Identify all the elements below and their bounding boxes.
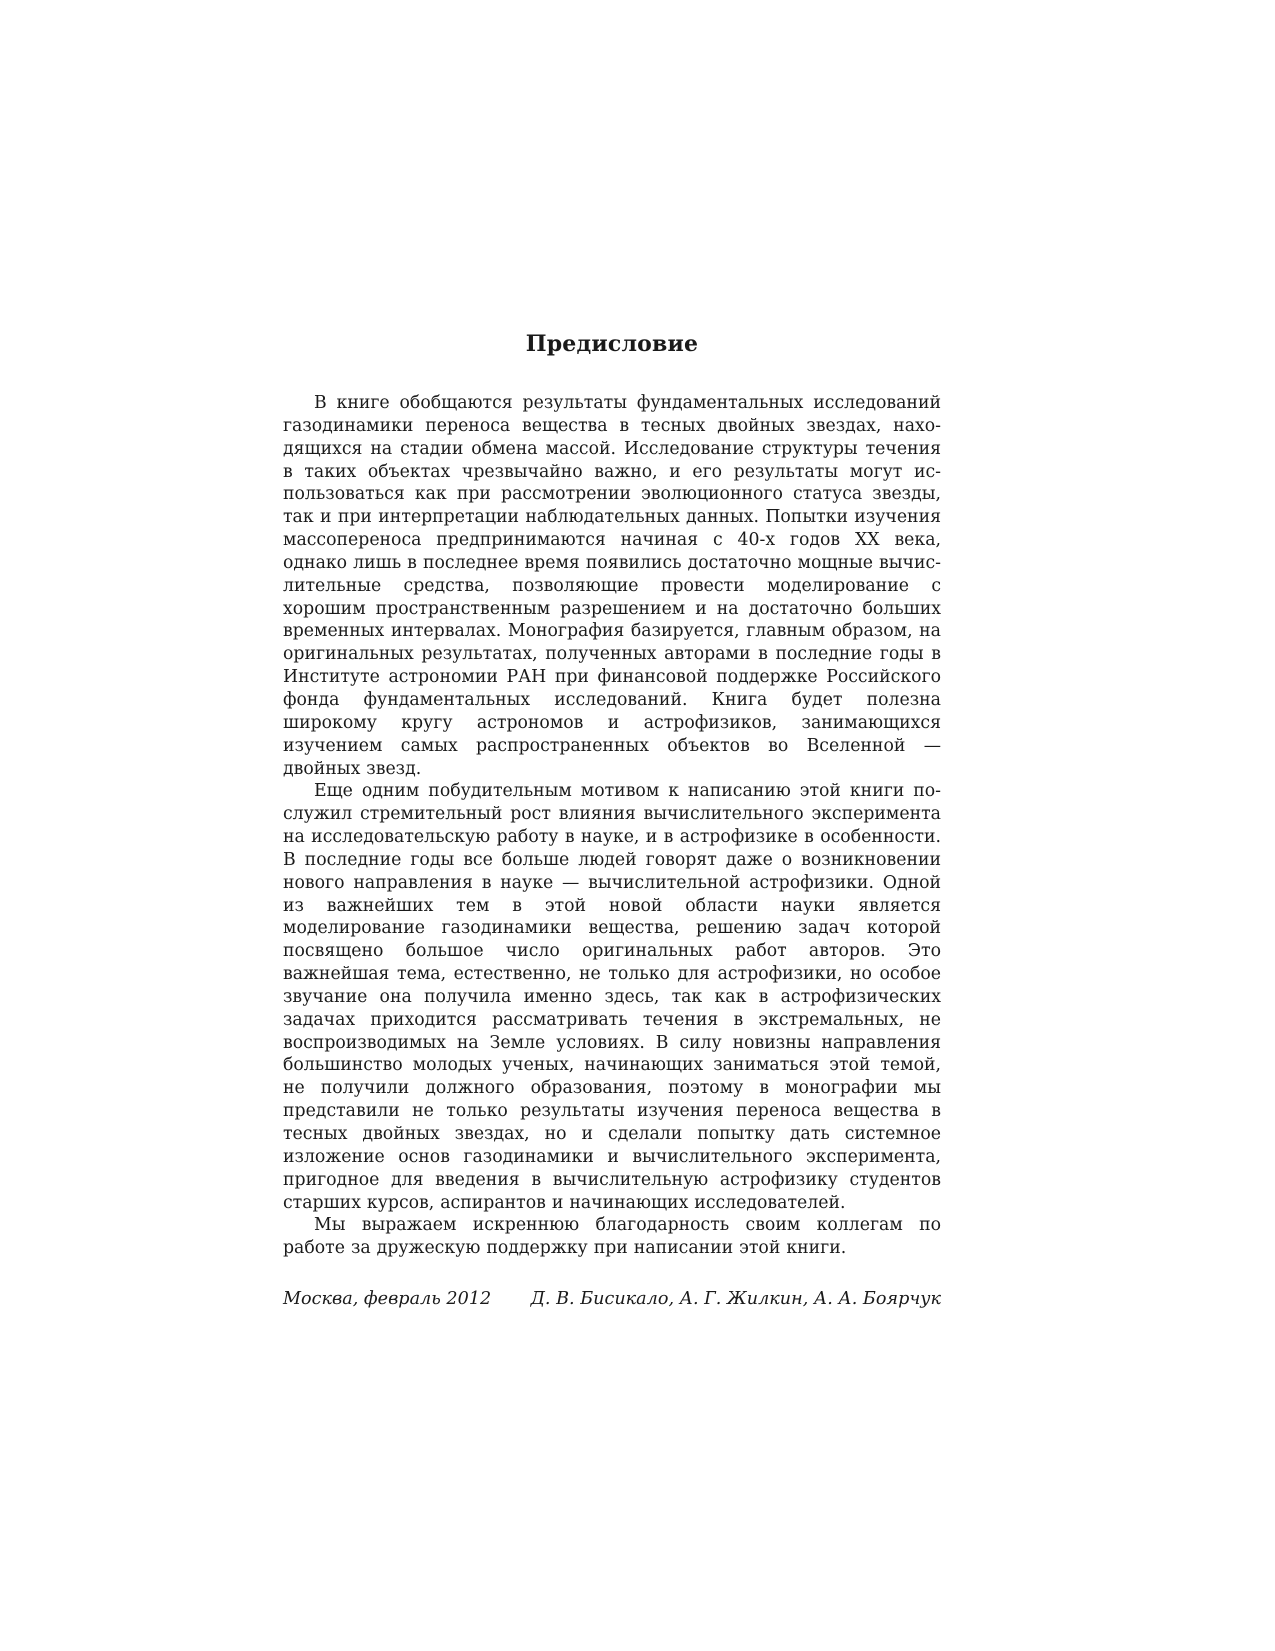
authors: Д. В. Бисикало, А. Г. Жилкин, А. А. Боярчук [530, 1289, 941, 1309]
page-title: Предисловие [525, 331, 699, 357]
paragraph-2: Еще одним побудительным мотивом к написанию этой книги послужил стремительный рост влияния вычислительного эксперимента на исследовательскую работу в науке, и в астрофизике в особенности. В последние годы все больше людей говорят даже о возникновении нового направления в науке — вычислительной астрофизики. Одной из важнейших тем в этой новой области науки является моделирование газодинамики вещества, решению задач которой посвящено большое число оригинальных работ авторов. Это важнейшая тема, естественно, не только для астрофизики, но особое звучание она получила именно здесь, так как в астрофизических задачах приходится рассматривать течения в экстремальных, не воспроизводимых на Земле условиях. В силу новизны направления большинство молодых ученых, начинающих заниматься этой темой, не получили должного образования, поэтому в монографии мы представили не только результаты изучения переноса вещества в тесных двойных звездах, но и сделали попытку дать системное изложение основ газодинамики и вычислительного эксперимента, пригодное для введения в вычислительную астрофизику студентов старших курсов, аспирантов и начинающих исследователей. [283, 781, 941, 1213]
preface-section [283, 330, 941, 1260]
place-date: Москва, февраль 2012 [283, 1289, 492, 1309]
paragraph-1: В книге обобщаются результаты фундаментальных исследований газодинамики переноса вещества в тесных двойных звездах, находящихся на стадии обмена массой. Исследование структуры течения в таких объектах чрезвычайно важно, и его результаты могут использоваться как при рассмотрении эволюционного статуса звезды, так и при интерпретации наблюдательных данных. Попытки изучения массопереноса предпринимаются начиная с 40-х годов XX века, однако лишь в последнее время появились достаточно мощные вычислительные средства, позволяющие провести моделирование с хорошим пространственным разрешением и на достаточно больших временных интервалах. Монография базируется, главным образом, на оригинальных результатах, полученных авторами в последние годы в Институте астрономии РАН при финансовой поддержке Российского фонда фундаментальных исследований. Книга будет полезна широкому кругу астрономов и астрофизиков, занимающихся изучением самых распространенных объектов во Вселенной — двойных звезд. [283, 393, 941, 779]
signature-line [283, 1287, 941, 1311]
paragraph-3: Мы выражаем искреннюю благодарность своим коллегам по работе за дружескую поддержку при написании этой книги. [283, 1215, 941, 1259]
